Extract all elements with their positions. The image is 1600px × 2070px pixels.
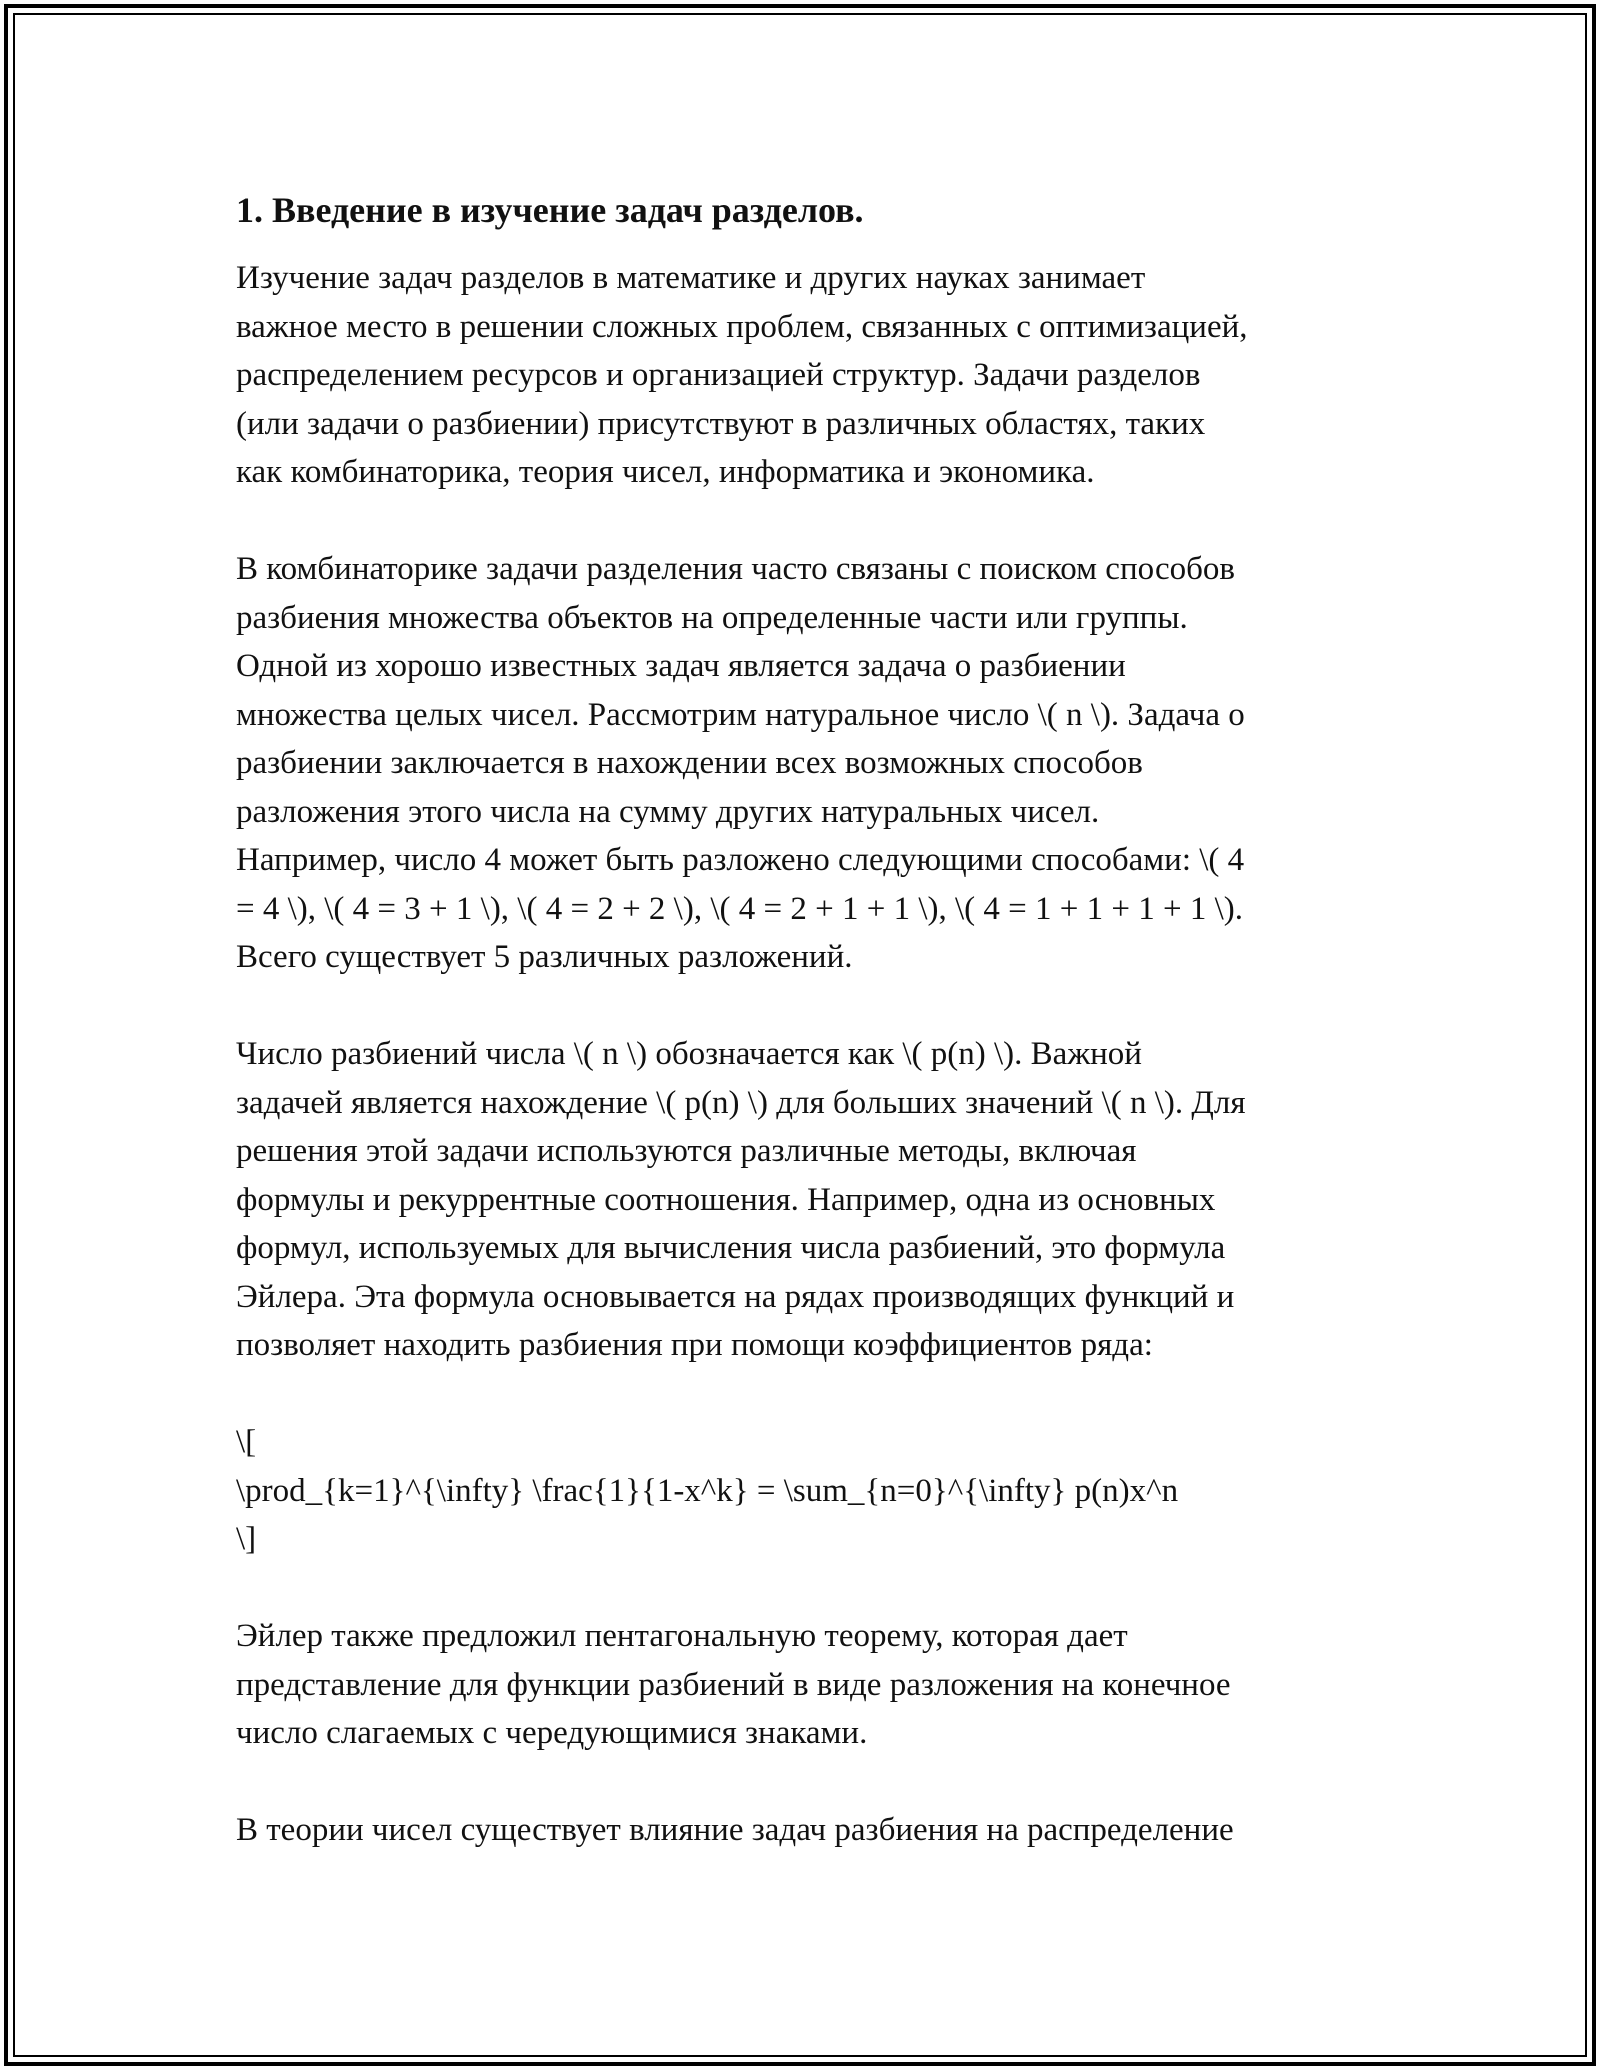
formula-line: \prod_{k=1}^{\infty} \frac{1}{1-x^k} = \sum_{n=0}^{\infty} p(n)x^n <box>236 1472 1179 1509</box>
paragraph-partition-number <box>236 1030 1376 1370</box>
text-line: Эйлер также предложил пентагональную теорему, которая дает <box>236 1618 1128 1654</box>
text-line: разбиения множества объектов на определенные части или группы. <box>236 599 1188 636</box>
text-line: формулы и рекуррентные соотношения. Например, одна из основных <box>236 1181 1216 1218</box>
text-line: формул, используемых для вычисления числа разбиений, это формула <box>236 1230 1226 1266</box>
formula-line: \] <box>236 1521 257 1557</box>
text-line: В теории чисел существует влияние задач разбиения на распределение <box>236 1812 1234 1848</box>
section-heading: 1. Введение в изучение задач разделов. <box>236 190 864 230</box>
document-body <box>236 186 1376 1903</box>
text-line: Например, число 4 может быть разложено следующими способами: \( 4 <box>236 842 1245 878</box>
paragraph-intro <box>236 254 1376 497</box>
text-line: разложения этого числа на сумму других натуральных чисел. <box>236 793 1100 830</box>
text-line: задачей является нахождение \( p(n) \) для больших значений \( n \). Для <box>236 1084 1246 1121</box>
paragraph-number-theory <box>236 1806 1376 1855</box>
text-line: как комбинаторика, теория чисел, информатика и экономика. <box>236 454 1095 490</box>
text-line: Изучение задач разделов в математике и других науках занимает <box>236 260 1146 296</box>
text-line: Число разбиений числа \( n \) обозначается как \( p(n) \). Важной <box>236 1036 1142 1072</box>
paragraph-combinatorics <box>236 545 1376 982</box>
text-line: (или задачи о разбиении) присутствуют в различных областях, таких <box>236 405 1206 442</box>
paragraph-pentagonal <box>236 1612 1376 1758</box>
text-line: Всего существует 5 различных разложений. <box>236 939 853 975</box>
formula-block <box>236 1418 1376 1564</box>
formula-line: \[ <box>236 1424 257 1460</box>
text-line: Эйлера. Эта формула основывается на рядах производящих функций и <box>236 1278 1235 1315</box>
text-line: = 4 \), \( 4 = 3 + 1 \), \( 4 = 2 + 2 \), \( 4 = 2 + 1 + 1 \), \( 4 = 1 + 1 + 1 + 1 \). <box>236 890 1243 927</box>
text-line: В комбинаторике задачи разделения часто связаны с поиском способов <box>236 551 1235 587</box>
text-line: позволяет находить разбиения при помощи коэффициентов ряда: <box>236 1327 1153 1363</box>
text-line: представление для функции разбиений в виде разложения на конечное <box>236 1666 1231 1703</box>
text-line: важное место в решении сложных проблем, связанных с оптимизацией, <box>236 308 1248 345</box>
text-line: множества целых чисел. Рассмотрим натуральное число \( n \). Задача о <box>236 696 1245 733</box>
text-line: Одной из хорошо известных задач является задача о разбиении <box>236 648 1126 684</box>
text-line: разбиении заключается в нахождении всех возможных способов <box>236 745 1143 781</box>
text-line: распределением ресурсов и организацией структур. Задачи разделов <box>236 357 1201 393</box>
text-line: число слагаемых с чередующимися знаками. <box>236 1715 868 1751</box>
text-line: решения этой задачи используются различные методы, включая <box>236 1133 1137 1169</box>
